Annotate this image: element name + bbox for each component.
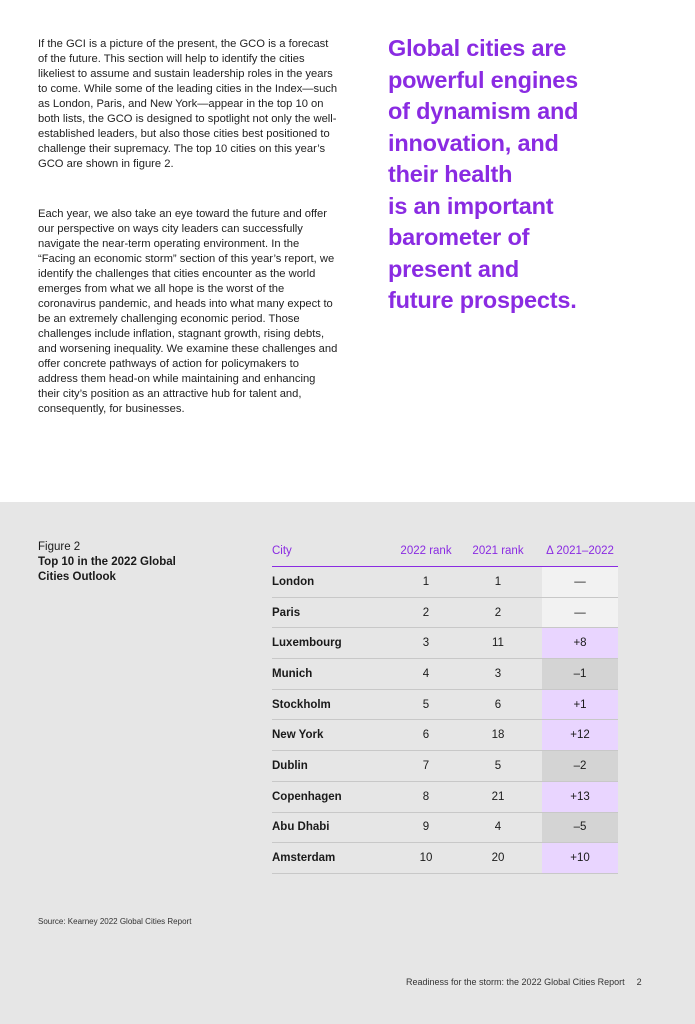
pull-quote-line: of dynamism and (388, 98, 579, 124)
rank-2021-cell: 2 (494, 606, 502, 619)
delta-cell: –5 (542, 813, 618, 843)
rank-2022-cell: 8 (422, 790, 430, 803)
city-cell: Copenhagen (272, 790, 342, 803)
rank-2021-cell: 11 (492, 637, 504, 650)
table-row (272, 659, 618, 690)
table-row (272, 751, 618, 782)
header-city: City (272, 545, 292, 557)
table-row (272, 720, 618, 751)
delta-cell: +10 (542, 843, 618, 873)
table-row (272, 567, 618, 598)
paragraph-2: Each year, we also take an eye toward the future and offer our perspective on ways city leaders can successfully navigate the near-term operating environment. In the “Facing an economic storm” section of this year’s report, we identify the challenges that cities encounter as the world emerges from what we all hope is the worst of the coronavirus pandemic, and heads into what many expect to be an extremely challenging economic period. Those challenges include inflation, stagnant growth, rising debts, and worsening inequality. We examine these challenges and offer concrete pathways of action for policymakers to address them head-on while maintaining and enhancing their city’s position as an attractive hub for talent and, consequently, for businesses. (38, 208, 338, 415)
table-row (272, 813, 618, 844)
table-row (272, 690, 618, 721)
rank-2021-cell: 4 (494, 821, 502, 834)
pull-quote-line: barometer of (388, 224, 530, 250)
city-cell: Munich (272, 667, 313, 680)
figure-source: Source: Kearney 2022 Global Cities Report (38, 917, 192, 926)
city-cell: London (272, 575, 315, 588)
city-cell: Luxembourg (272, 637, 342, 650)
delta-cell: — (542, 598, 618, 628)
delta-cell: — (542, 567, 618, 597)
rank-2021-cell: 3 (494, 667, 502, 680)
city-cell: Dublin (272, 759, 308, 772)
rank-2022-cell: 1 (422, 575, 430, 588)
pull-quote-line: future prospects. (388, 287, 577, 313)
delta-cell: –2 (542, 751, 618, 781)
delta-cell: +12 (542, 720, 618, 750)
city-cell: Stockholm (272, 698, 331, 711)
header-2022-rank: 2022 rank (400, 545, 452, 557)
rank-2022-cell: 7 (422, 759, 430, 772)
rank-2022-cell: 6 (422, 729, 430, 742)
figure-label: Figure 2 (38, 541, 81, 553)
pull-quote-line: innovation, and (388, 129, 559, 156)
delta-cell: +13 (542, 782, 618, 812)
pull-quote (388, 33, 678, 317)
city-cell: Abu Dhabi (272, 821, 330, 834)
rank-2021-cell: 20 (491, 852, 505, 865)
table-row (272, 598, 618, 629)
paragraph-1: If the GCI is a picture of the present, the GCO is a forecast of the future. This section will help to identify the cities likeliest to assume and sustain leadership roles in the years to come. While some of the leading cities in the Index—such as London, Paris, and New York—appear in the top 10 on both lists, the GCO is designed to spotlight not only the well-established leaders, but also those cities best positioned to challenge their supremacy. The top 10 cities on this year’s GCO are shown in figure 2. (38, 38, 338, 170)
rank-2021-cell: 1 (494, 575, 502, 588)
outlook-paragraph (38, 207, 338, 417)
footer-title: Readiness for the storm: the 2022 Global Cities Report (406, 977, 625, 987)
city-cell: New York (272, 729, 324, 742)
figure-title: Top 10 in the 2022 Global Cities Outlook (38, 556, 176, 583)
rank-2022-cell: 3 (422, 637, 430, 650)
page-footer (406, 977, 642, 987)
pull-quote-line: Global cities are (388, 35, 567, 61)
delta-cell: +8 (542, 628, 618, 658)
rankings-table (272, 536, 618, 874)
header-2021-rank: 2021 rank (472, 545, 524, 557)
table-row (272, 843, 618, 874)
table-header (272, 536, 618, 567)
rank-2021-cell: 18 (491, 729, 505, 742)
delta-cell: –1 (542, 659, 618, 689)
rank-2021-cell: 6 (494, 698, 502, 711)
pull-quote-line: present and (388, 255, 519, 282)
rank-2022-cell: 4 (422, 667, 430, 680)
rank-2021-cell: 21 (491, 790, 505, 803)
rank-2021-cell: 5 (494, 759, 502, 772)
table-row (272, 782, 618, 813)
header-delta: Δ 2021–2022 (546, 545, 614, 557)
city-cell: Amsterdam (272, 852, 336, 865)
pull-quote-line: is an important (388, 192, 554, 219)
intro-paragraph (38, 37, 338, 172)
table-row (272, 628, 618, 659)
rank-2022-cell: 2 (422, 606, 430, 619)
pull-quote-line: their health (388, 161, 513, 187)
pull-quote-line: powerful engines (388, 66, 579, 93)
city-cell: Paris (272, 606, 301, 619)
rank-2022-cell: 9 (422, 821, 430, 834)
page-number: 2 (636, 977, 642, 987)
delta-cell: +1 (542, 690, 618, 720)
rank-2022-cell: 5 (422, 698, 430, 711)
rank-2022-cell: 10 (419, 852, 433, 865)
